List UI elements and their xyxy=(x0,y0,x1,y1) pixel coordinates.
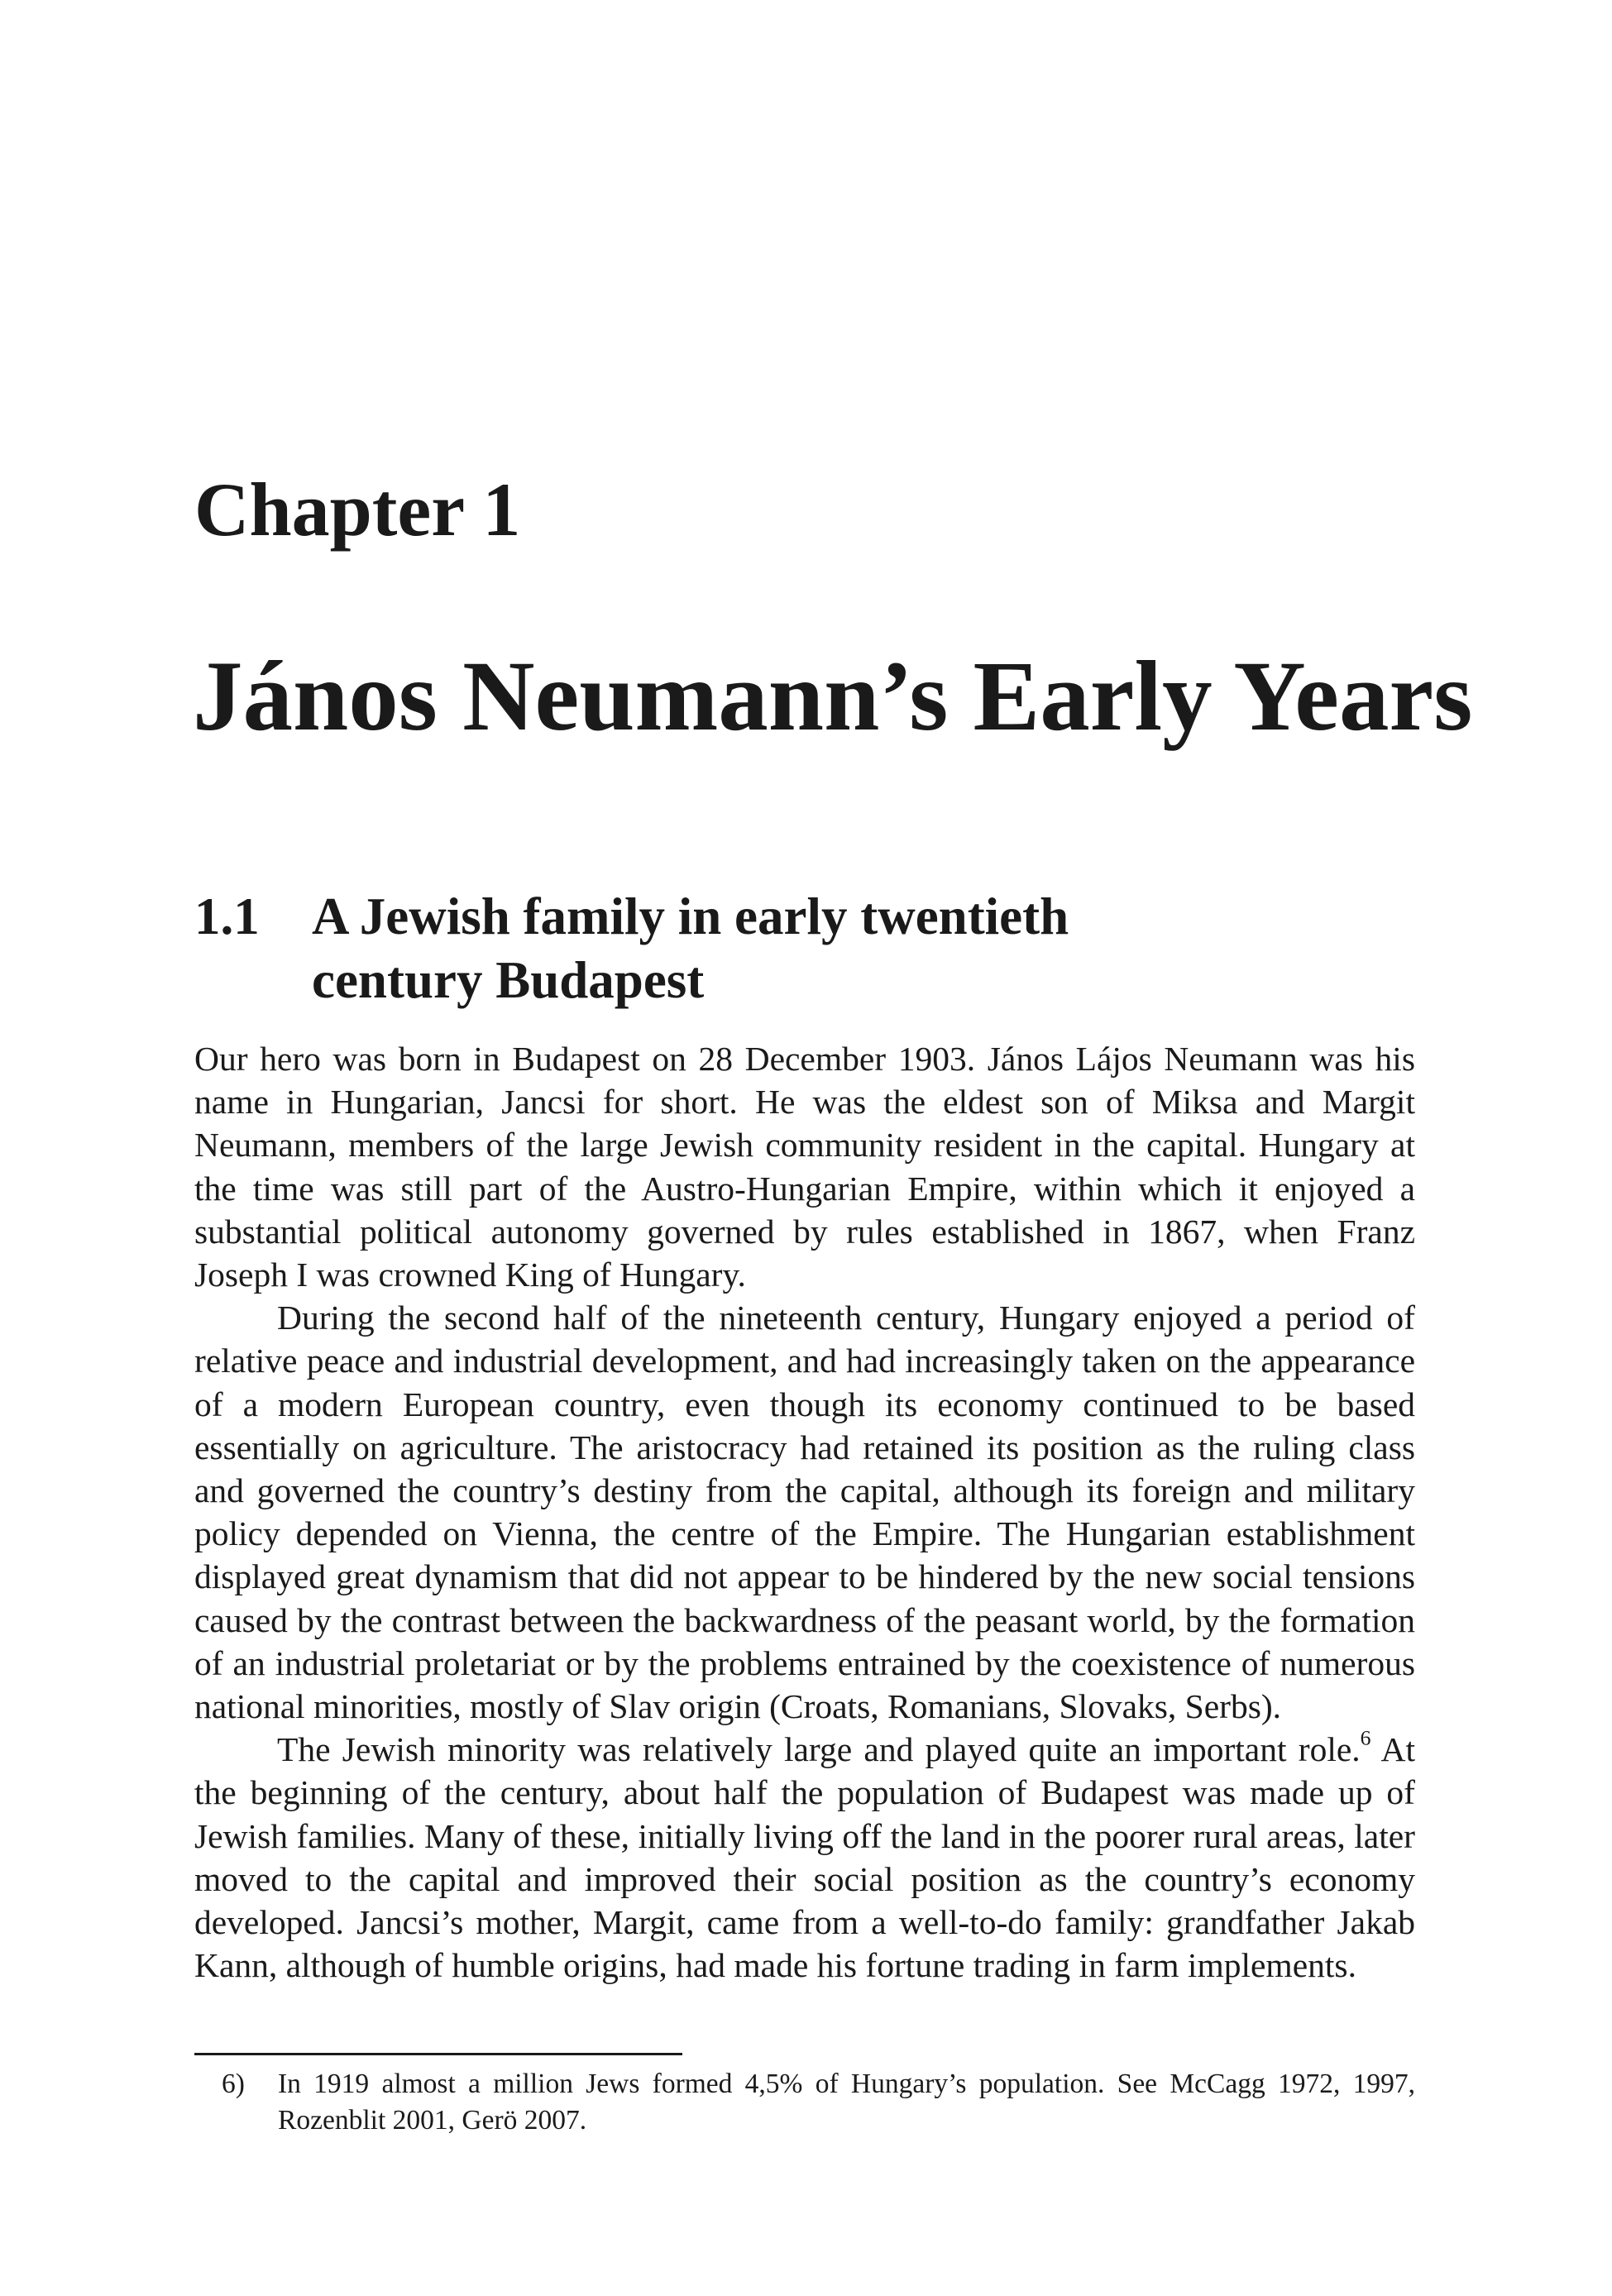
chapter-label: Chapter 1 xyxy=(194,467,521,552)
footnote-reference: 6 xyxy=(1360,1725,1371,1750)
footnote-divider xyxy=(194,2053,682,2055)
paragraph-3-start: The Jewish minority was relatively large and played quite an important role. xyxy=(277,1730,1361,1769)
paragraph-1: Our hero was born in Budapest on 28 December 1903. János Lájos Neumann was his name in Hungarian, Jancsi for short. He was the eldest son of Miksa and Margit Neumann, members of the large Jewish community resident in the capital. Hungary at the time was still part of the Austro-Hungarian Empire, within which it enjoyed a substantial political autonomy governed by rules established in 1867, when Franz Joseph I was crowned King of Hungary. xyxy=(194,1040,1415,1294)
section-heading xyxy=(194,885,1352,1012)
section-number: 1.1 xyxy=(194,887,260,945)
footnote-marker: 6) xyxy=(222,2069,245,2099)
body-text xyxy=(194,1037,1415,1987)
paragraph-3-rest: At the beginning of the century, about half the population of Budapest was made up of Jewish families. Many of these, initially living off the land in the poorer rural areas, later moved to the capital and improved their social position as the country’s economy developed. Jancsi’s mother, Margit, came from a well-to-do family: grandfather Jakab Kann, although of humble origins, had made his fortune trading in farm implements. xyxy=(194,1730,1415,1985)
footnote-text: In 1919 almost a million Jews formed 4,5% of Hungary’s population. See McCagg 1972, 1997, Rozenblit 2001, Gerö 2007. xyxy=(278,2069,1415,2136)
footnote xyxy=(222,2066,1415,2139)
paragraph-2: During the second half of the nineteenth century, Hungary enjoyed a period of relative peace and industrial development, and had increasingly taken on the appearance of a modern European country, even though its economy continued to be based essentially on agriculture. The aristocracy had retained its position as the ruling class and governed the country’s destiny from the capital, although its foreign and military policy depended on Vienna, the centre of the Empire. The Hungarian establishment displayed great dynamism that did not appear to be hindered by the new social tensions caused by the contrast between the backwardness of the peasant world, by the formation of an industrial proletariat or by the problems entrained by the coexistence of numerous national minorities, mostly of Slav origin (Croats, Romanians, Slovaks, Serbs). xyxy=(194,1299,1415,1726)
chapter-title: János Neumann’s Early Years xyxy=(193,641,1473,752)
paragraph-3 xyxy=(194,1725,1415,1987)
section-title-line-2: century Budapest xyxy=(312,951,705,1009)
section-title-line-1: A Jewish family in early twentieth xyxy=(312,887,1069,945)
